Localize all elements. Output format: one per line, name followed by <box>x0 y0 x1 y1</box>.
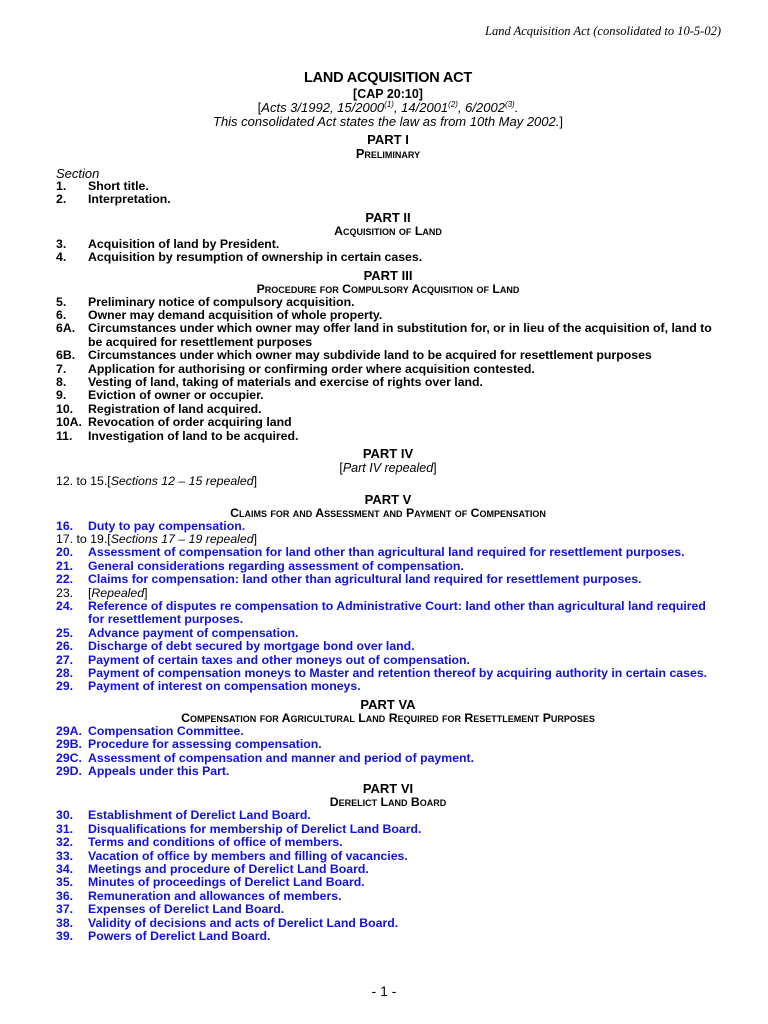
bracket-close: ] <box>253 531 258 546</box>
chapter-reference: [CAP 20:10] <box>353 87 423 101</box>
section-title: Owner may demand acquisition of whole property. <box>88 308 383 323</box>
section-link[interactable] <box>56 876 720 889</box>
part-heading: PART II <box>365 209 411 225</box>
section-title: Investigation of land to be acquired. <box>88 428 299 443</box>
section-number: 1. <box>56 179 67 193</box>
section-number: 12. to 15. <box>56 474 108 489</box>
section-text <box>88 587 720 600</box>
section-title: Establishment of Derelict Land Board. <box>88 808 311 823</box>
section-link[interactable] <box>56 917 720 930</box>
acts-mid-1: , 14/2001 <box>393 100 449 115</box>
section-link[interactable] <box>56 890 720 903</box>
section-entry <box>56 349 720 362</box>
repealed-text: Sections 12 – 15 repealed <box>110 474 254 489</box>
part-heading: PART VI <box>362 781 414 797</box>
part-title: Procedure for Compulsory Acquisition of Land <box>256 281 520 296</box>
section-number: 24. <box>56 598 74 613</box>
part-heading: PART VA <box>360 696 416 712</box>
bracket-open: [ <box>107 531 111 546</box>
section-number: 2. <box>56 192 67 207</box>
section-link[interactable] <box>56 809 720 822</box>
section-entry <box>56 416 720 429</box>
page-number: - 1 - <box>371 983 397 999</box>
section-link[interactable] <box>56 573 720 586</box>
section-number: 21. <box>56 558 74 573</box>
section-entry <box>56 309 720 322</box>
section-title: Revocation of order acquiring land <box>88 415 292 430</box>
section-title: Advance payment of compensation. <box>88 625 299 640</box>
section-title: Reference of disputes re compensation to Administrative Court: land other than agricultural land required for resettlement purposes. <box>88 598 706 627</box>
section-number: 10A. <box>56 415 82 430</box>
table-of-contents <box>56 69 720 943</box>
section-entry <box>56 376 720 389</box>
section-list <box>56 520 720 694</box>
section-title: Terms and conditions of office of members. <box>88 835 343 850</box>
bracket-close: ] <box>559 114 563 129</box>
section-title: Vesting of land, taking of materials and exercise of rights over land. <box>88 375 483 390</box>
part-repealed-note <box>56 461 720 475</box>
section-list <box>56 296 720 443</box>
section-list <box>56 180 720 207</box>
acts-end: . <box>514 100 519 115</box>
section-link[interactable] <box>56 903 720 916</box>
section-entry <box>56 322 720 349</box>
title-block <box>56 69 720 129</box>
bracket-open: [ <box>88 585 92 600</box>
section-number: 29B. <box>56 737 82 752</box>
bracket-open: [ <box>339 461 343 476</box>
part-heading: PART IV <box>362 446 414 462</box>
section-link[interactable] <box>56 752 720 765</box>
running-header: Land Acquisition Act (consolidated to 10-5-02) <box>485 24 721 38</box>
section-number: 10. <box>56 401 74 416</box>
section-title: Expenses of Derelict Land Board. <box>88 902 285 917</box>
section-list <box>56 475 720 488</box>
section-number: 8. <box>56 375 67 390</box>
consolidation-note <box>56 115 720 129</box>
section-entry <box>56 180 720 193</box>
section-title: Disqualifications for membership of Derelict Land Board. <box>88 821 422 836</box>
section-title: Appeals under this Part. <box>88 764 230 778</box>
section-number: 36. <box>56 888 74 903</box>
section-number: 6B. <box>56 348 76 363</box>
repealed-section-entry <box>56 587 720 600</box>
section-title: Compensation Committee. <box>88 723 244 738</box>
section-title: Payment of certain taxes and other moneys out of compensation. <box>88 652 470 667</box>
section-title: Eviction of owner or occupier. <box>88 388 264 403</box>
part-heading: PART I <box>367 132 409 147</box>
section-entry <box>56 363 720 376</box>
bracket-close: ] <box>144 585 148 600</box>
section-title: Remuneration and allowances of members. <box>88 888 342 903</box>
section-number: 29A. <box>56 723 82 738</box>
section-title: Payment of interest on compensation moneys. <box>88 679 361 694</box>
part-title: Compensation for Agricultural Land Required for Resettlement Purposes <box>181 710 595 725</box>
repealed-text: Repealed <box>91 585 145 600</box>
section-number: 6. <box>56 308 67 323</box>
section-number: 31. <box>56 821 74 836</box>
section-title: Discharge of debt secured by mortgage bond over land. <box>88 639 415 654</box>
section-number: 26. <box>56 639 74 654</box>
section-number: 29C. <box>56 750 82 765</box>
section-entry <box>56 403 720 416</box>
section-number: 28. <box>56 665 74 680</box>
section-title: General considerations regarding assessment of compensation. <box>88 558 464 573</box>
section-link[interactable] <box>56 823 720 836</box>
section-text <box>107 533 720 546</box>
section-title: Application for authorising or confirming order where acquisition contested. <box>88 361 535 376</box>
section-list <box>56 809 720 943</box>
repealed-section-entry <box>56 475 720 488</box>
section-number: 4. <box>56 250 67 265</box>
section-number: 32. <box>56 835 74 850</box>
part-title: Acquisition of Land <box>334 223 442 238</box>
section-title: Procedure for assessing compensation. <box>88 737 322 752</box>
section-number: 39. <box>56 929 74 944</box>
repealed-text: Sections 17 – 19 repealed <box>110 531 254 546</box>
section-number: 22. <box>56 572 74 587</box>
section-title: Claims for compensation: land other than agricultural land required for resettlement purposes. <box>88 572 642 587</box>
section-link[interactable] <box>56 738 720 751</box>
section-title: Duty to pay compensation. <box>88 518 246 533</box>
section-number: 11. <box>56 428 73 443</box>
section-entry <box>56 389 720 402</box>
act-title: LAND ACQUISITION ACT <box>303 70 473 86</box>
section-title: Powers of Derelict Land Board. <box>88 929 271 944</box>
section-number: 33. <box>56 848 74 863</box>
section-link[interactable] <box>56 654 720 667</box>
part-title: Derelict Land Board <box>329 795 447 810</box>
section-link[interactable] <box>56 863 720 876</box>
section-text <box>107 475 720 488</box>
section-title: Acquisition by resumption of ownership in certain cases. <box>88 250 423 265</box>
section-entry <box>56 251 720 264</box>
section-title: Acquisition of land by President. <box>88 236 280 251</box>
section-list <box>56 238 720 265</box>
section-number: 29D. <box>56 764 82 778</box>
section-link[interactable] <box>56 765 720 778</box>
section-link[interactable] <box>56 546 720 559</box>
section-number: 9. <box>56 388 67 403</box>
consolidation-text: This consolidated Act states the law as from 10th May 2002. <box>213 114 560 129</box>
section-title: Meetings and procedure of Derelict Land Board. <box>88 862 369 877</box>
section-number: 29. <box>56 679 74 694</box>
section-title: Short title. <box>88 179 149 193</box>
repealed-section-entry <box>56 533 720 546</box>
section-link[interactable] <box>56 930 720 943</box>
section-link[interactable] <box>56 725 720 738</box>
section-column-label: Section <box>56 166 100 181</box>
section-number: 16. <box>56 518 74 533</box>
section-entry <box>56 193 720 206</box>
acts-mid-2: , 6/2002 <box>457 100 505 115</box>
bracket-open: [ <box>257 100 262 115</box>
section-title: Minutes of proceedings of Derelict Land Board. <box>88 875 365 890</box>
bracket-close: ] <box>253 474 258 489</box>
section-link[interactable] <box>56 680 720 693</box>
section-number: 5. <box>56 294 67 309</box>
amending-acts <box>56 101 720 115</box>
section-link[interactable] <box>56 560 720 573</box>
bracket-open: [ <box>107 474 111 489</box>
repealed-text: Part IV repealed <box>342 461 434 476</box>
section-title: Circumstances under which owner may offer land in substitution for, or in lieu of the acquisition of, land to be acquired for resettlement purposes <box>88 321 712 349</box>
section-title: Circumstances under which owner may subdivide land to be acquired for resettlement purposes <box>88 348 652 363</box>
footnote-ref-1: (1) <box>384 100 394 109</box>
section-number: 25. <box>56 625 74 640</box>
part-title: Claims for and Assessment and Payment of Compensation <box>230 505 546 520</box>
footnote-ref-3: (3) <box>504 100 515 109</box>
section-title: Vacation of office by members and filling of vacancies. <box>88 848 408 863</box>
section-number: 20. <box>56 545 74 560</box>
section-link[interactable] <box>56 640 720 653</box>
section-number: 17. to 19. <box>56 531 108 546</box>
section-number: 34. <box>56 862 74 877</box>
section-number: 7. <box>56 361 67 376</box>
section-title: Payment of compensation moneys to Master and retention thereof by acquiring authority in certain cases. <box>88 665 708 680</box>
section-link[interactable] <box>56 520 720 533</box>
footnote-ref-2: (2) <box>448 100 458 109</box>
part-heading: PART III <box>363 267 413 283</box>
section-number: 30. <box>56 808 74 823</box>
section-number: 23. <box>56 585 74 600</box>
section-number: 35. <box>56 875 74 890</box>
section-list <box>56 725 720 779</box>
section-title: Interpretation. <box>88 192 171 207</box>
section-entry <box>56 296 720 309</box>
section-title: Assessment of compensation and manner and period of payment. <box>88 750 475 765</box>
part-title: Preliminary <box>355 146 421 161</box>
section-link[interactable] <box>56 600 720 627</box>
section-entry <box>56 430 720 443</box>
section-number: 38. <box>56 915 74 930</box>
section-number: 6A. <box>56 321 76 336</box>
parts-container <box>56 132 720 943</box>
section-title: Assessment of compensation for land other than agricultural land required for resettlement purposes. <box>88 545 685 560</box>
section-title: Preliminary notice of compulsory acquisition. <box>88 294 355 309</box>
section-number: 3. <box>56 236 67 251</box>
section-entry <box>56 238 720 251</box>
section-number: 37. <box>56 902 74 917</box>
part-heading: PART V <box>364 491 412 507</box>
section-title: Registration of land acquired. <box>88 401 262 416</box>
bracket-close: ] <box>433 461 437 476</box>
section-link[interactable] <box>56 836 720 849</box>
section-link[interactable] <box>56 850 720 863</box>
section-link[interactable] <box>56 627 720 640</box>
section-link[interactable] <box>56 667 720 680</box>
acts-prefix: Acts 3/1992, 15/2000 <box>261 100 385 115</box>
section-number: 27. <box>56 652 74 667</box>
section-title: Validity of decisions and acts of Derelict Land Board. <box>88 915 399 930</box>
